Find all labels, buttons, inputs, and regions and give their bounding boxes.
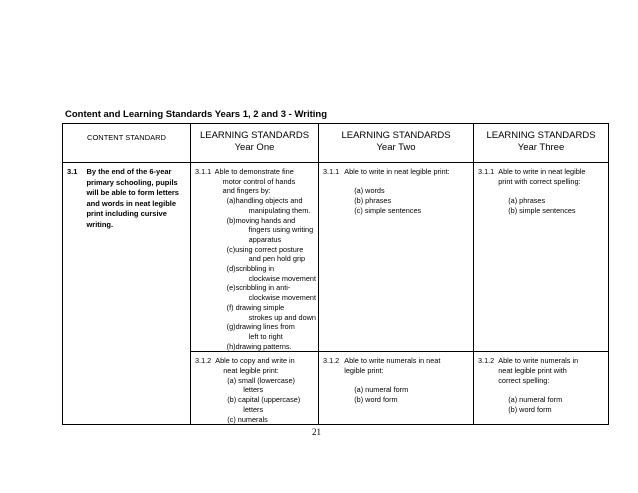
text-line: (d)scribbling in — [226, 264, 275, 274]
standard-text — [215, 356, 300, 424]
text-line: left to right — [248, 331, 283, 341]
text-line — [498, 385, 578, 395]
text-line: (c) simple sentences — [354, 205, 422, 215]
standards-table — [62, 123, 609, 425]
header-year-one-subtitle: Year One — [234, 142, 275, 153]
content-standard-cell — [63, 163, 191, 425]
text-line: Able to write numerals in — [498, 356, 579, 366]
text-line: Able to write in neat legible print: — [344, 167, 450, 176]
text-line: (b) word form — [508, 404, 552, 414]
content-standard-number: 3.1 — [67, 167, 78, 176]
header-year-three-title: LEARNING STANDARDS — [486, 130, 596, 141]
text-line: (a) words — [354, 186, 385, 196]
standard-text — [215, 167, 316, 351]
text-line: (b) simple sentences — [508, 205, 576, 215]
text-line: (h)drawing patterns. — [226, 341, 292, 351]
year-three-standard-3-1-2 — [474, 352, 609, 425]
year-two-standard-3-1-2 — [319, 352, 474, 425]
text-line: Able to write numerals in neat — [344, 356, 441, 366]
standard-text — [498, 356, 578, 414]
text-line: neat legible print with — [498, 366, 567, 376]
header-row — [63, 124, 609, 163]
standard-number: 3.1.1 — [323, 167, 340, 176]
text-line: (a) numeral form — [354, 385, 409, 395]
header-year-three-subtitle: Year Three — [517, 142, 565, 153]
text-line — [344, 177, 449, 187]
text-line: (e)scribbling in anti- — [226, 283, 291, 293]
text-line: (f) drawing simple — [226, 302, 285, 312]
text-line — [344, 376, 440, 386]
page-number: 21 — [312, 427, 321, 437]
text-line: and fingers by: — [222, 186, 271, 196]
text-line: clockwise movement — [248, 293, 316, 303]
text-line: will be able to form letters — [86, 188, 179, 197]
text-line: (b) word form — [354, 395, 398, 405]
text-line: primary schooling, pupils — [86, 177, 178, 187]
text-line: (b) phrases — [354, 196, 392, 206]
standard-number: 3.1.1 — [478, 167, 495, 176]
standard-number: 3.1.2 — [195, 356, 212, 366]
text-line: Able to write in neat legible — [498, 167, 586, 176]
text-line — [498, 186, 585, 196]
standard-text — [344, 356, 440, 405]
header-year-one — [191, 124, 319, 163]
text-line: letters — [243, 404, 264, 414]
text-line: fingers using writing — [248, 225, 314, 235]
year-one-standard-3-1-2 — [191, 352, 319, 425]
text-line: (g)drawing lines from — [226, 322, 295, 332]
year-three-standard-3-1-1 — [474, 163, 609, 352]
text-line: (c)using correct posture — [226, 244, 304, 254]
text-line: manipulating them. — [248, 205, 311, 215]
header-year-two-title: LEARNING STANDARDS — [341, 130, 451, 141]
text-line: Able to copy and write in — [215, 356, 295, 366]
standard-text — [344, 167, 449, 216]
header-year-three — [474, 124, 609, 163]
text-line: (c) numerals — [227, 414, 268, 424]
header-content-standard: CONTENT STANDARD — [63, 124, 191, 163]
year-one-standard-3-1-1 — [191, 163, 319, 352]
header-year-two-subtitle: Year Two — [376, 142, 416, 153]
standard-number: 3.1.2 — [323, 356, 340, 366]
standard-number: 3.1.2 — [478, 356, 495, 366]
text-line: (a)handling objects and — [226, 196, 303, 206]
header-year-two — [319, 124, 474, 163]
text-line: neat legible print: — [223, 366, 279, 376]
text-line: writing. — [86, 219, 114, 229]
standard-number: 3.1.1 — [195, 167, 212, 176]
text-line: print with correct spelling: — [498, 176, 581, 186]
text-line: (b) capital (uppercase) — [227, 395, 301, 405]
section-title: Content and Learning Standards Years 1, 2 and 3 - Writing — [65, 109, 328, 120]
year-two-standard-3-1-1 — [319, 163, 474, 352]
text-line: and words in neat legible — [86, 198, 177, 208]
text-line: print including cursive — [86, 209, 167, 218]
header-year-one-title: LEARNING STANDARDS — [199, 130, 310, 141]
text-line: and pen hold grip — [248, 254, 306, 264]
text-line: letters — [243, 385, 264, 395]
standard-text — [498, 167, 585, 216]
text-line: apparatus — [248, 234, 282, 244]
standards-row — [63, 163, 609, 352]
text-line: (a) small (lowercase) — [227, 375, 295, 385]
text-line: (b)moving hands and — [226, 215, 296, 225]
text-line: clockwise movement — [248, 273, 316, 283]
text-line: strokes up and down — [248, 312, 316, 322]
content-standard-text — [86, 167, 179, 230]
text-line: By the end of the 6-year — [86, 167, 172, 176]
text-line: (a) phrases — [508, 196, 546, 206]
text-line: correct spelling: — [498, 375, 550, 385]
text-line: motor control of hands — [222, 176, 296, 186]
text-line: Able to demonstrate fine — [214, 167, 294, 176]
text-line: legible print: — [344, 366, 384, 376]
text-line: (a) numeral form — [508, 395, 563, 405]
